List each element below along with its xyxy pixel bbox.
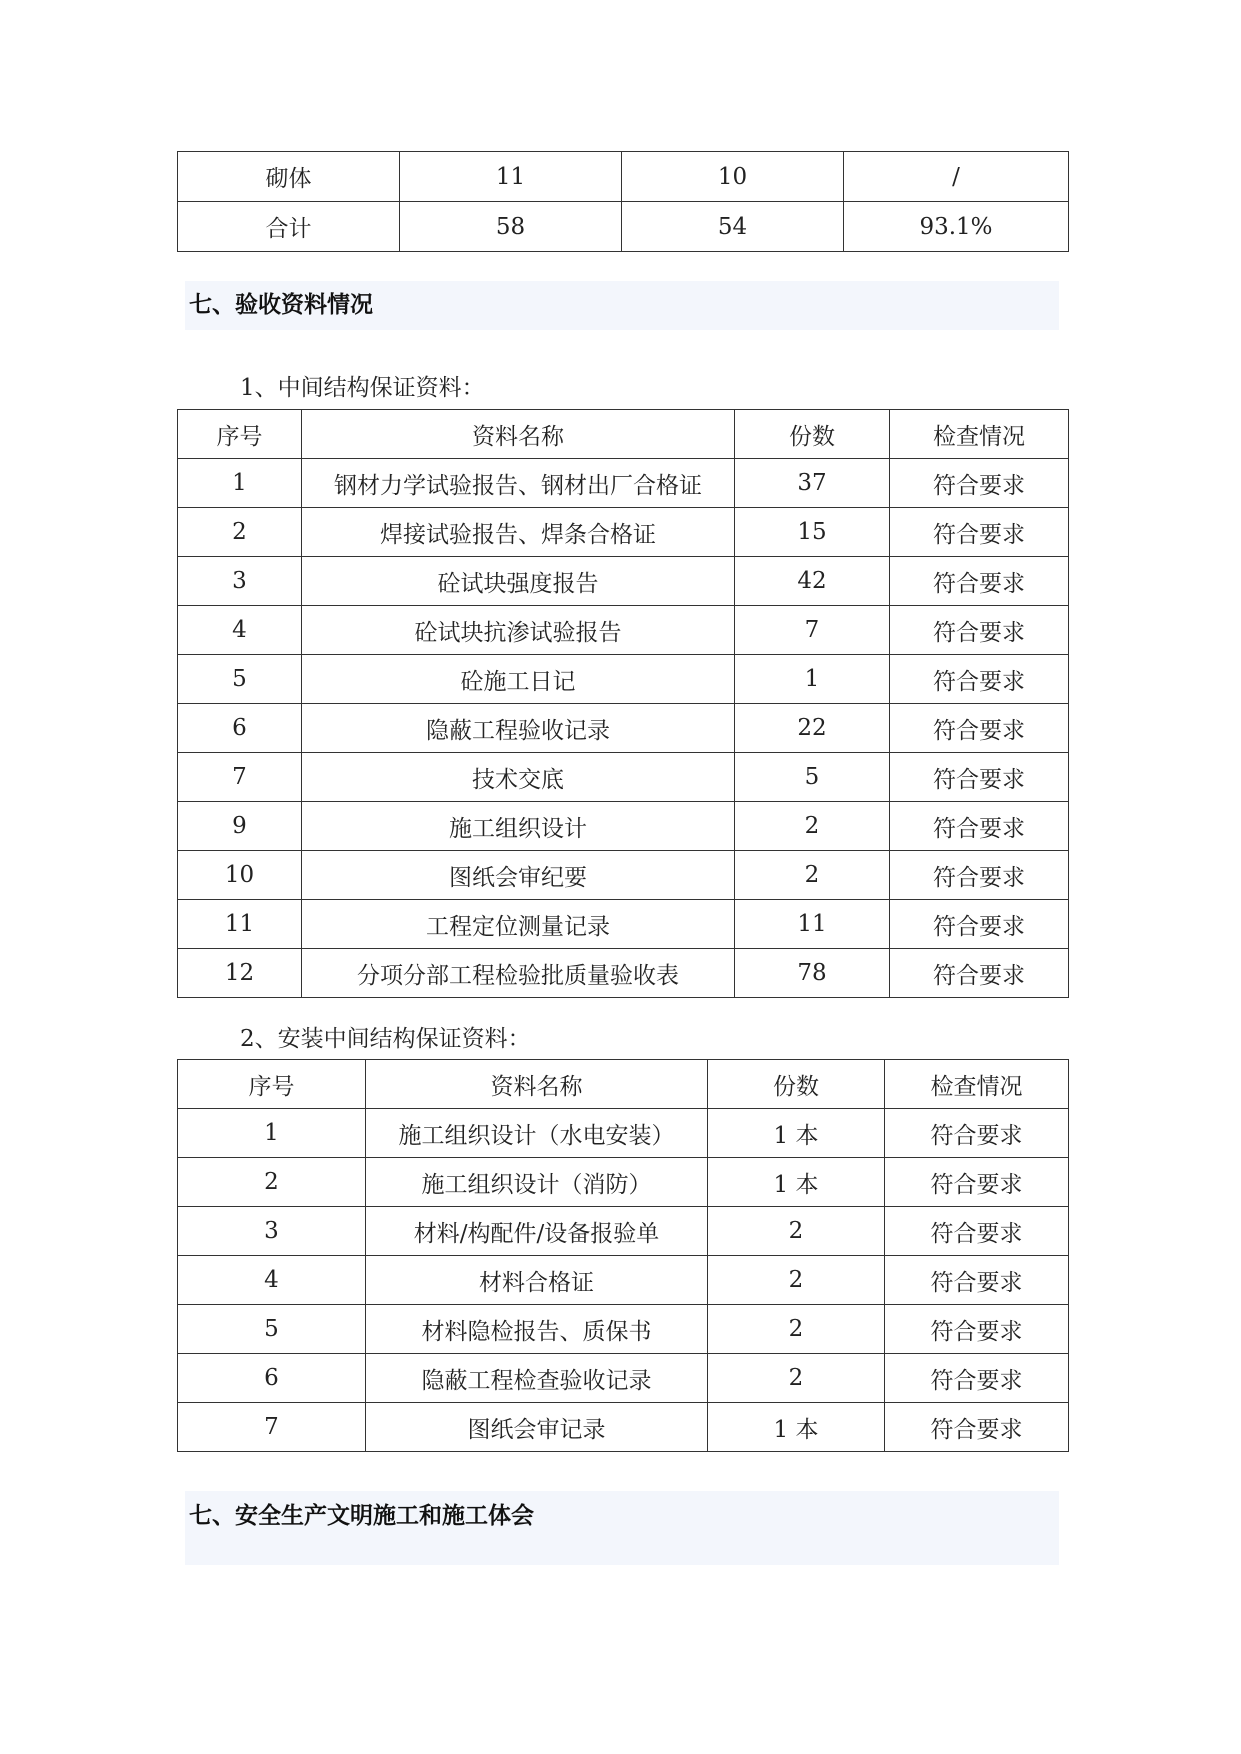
table-cell: 符合要求 [890, 704, 1069, 753]
table-cell: 符合要求 [890, 900, 1069, 949]
table-cell: 材料/构配件/设备报验单 [366, 1207, 708, 1256]
intermediate-structure-table [177, 409, 1069, 998]
table-cell: 2 [708, 1305, 885, 1354]
table-row [178, 1109, 1069, 1158]
table-cell: 符合要求 [885, 1403, 1069, 1452]
section-heading-acceptance-materials: 七、验收资料情况 [185, 281, 1059, 330]
table-row [178, 202, 1069, 252]
table-cell: 2 [708, 1256, 885, 1305]
table-cell: 6 [178, 704, 302, 753]
table-cell: 符合要求 [890, 606, 1069, 655]
table-header-cell: 检查情况 [890, 410, 1069, 459]
table-cell: 2 [735, 851, 890, 900]
table-cell: 钢材力学试验报告、钢材出厂合格证 [302, 459, 735, 508]
table-header-cell: 检查情况 [885, 1060, 1069, 1109]
table-cell: 5 [735, 753, 890, 802]
table-cell: 隐蔽工程检查验收记录 [366, 1354, 708, 1403]
table-header-cell: 资料名称 [302, 410, 735, 459]
table-header-cell: 份数 [708, 1060, 885, 1109]
table-cell: 11 [735, 900, 890, 949]
table-header-row [178, 410, 1069, 459]
table-row [178, 1305, 1069, 1354]
table-row [178, 704, 1069, 753]
table-cell: 符合要求 [890, 949, 1069, 998]
table-row [178, 949, 1069, 998]
table-row [178, 1354, 1069, 1403]
table-row [178, 557, 1069, 606]
table-cell: 54 [622, 202, 844, 252]
table-cell: 12 [178, 949, 302, 998]
table-cell: 7 [178, 1403, 366, 1452]
table-cell: 砌体 [178, 152, 400, 202]
table-cell: 2 [708, 1354, 885, 1403]
table-cell: 材料合格证 [366, 1256, 708, 1305]
table-cell: 7 [735, 606, 890, 655]
table-cell: 砼试块抗渗试验报告 [302, 606, 735, 655]
table-cell: 3 [178, 1207, 366, 1256]
table-cell: 符合要求 [885, 1109, 1069, 1158]
table-cell: 2 [735, 802, 890, 851]
table-cell: 1 [178, 1109, 366, 1158]
table-cell: 图纸会审记录 [366, 1403, 708, 1452]
table-cell: 2 [708, 1207, 885, 1256]
table-cell: 施工组织设计 [302, 802, 735, 851]
table-cell: 分项分部工程检验批质量验收表 [302, 949, 735, 998]
table-row [178, 1403, 1069, 1452]
table-cell: / [844, 152, 1069, 202]
table-cell: 砼施工日记 [302, 655, 735, 704]
table-cell: 11 [178, 900, 302, 949]
installation-structure-table [177, 1059, 1069, 1452]
table-cell: 78 [735, 949, 890, 998]
table-cell: 6 [178, 1354, 366, 1403]
table-row [178, 851, 1069, 900]
table-cell: 工程定位测量记录 [302, 900, 735, 949]
table-cell: 图纸会审纪要 [302, 851, 735, 900]
table-cell: 符合要求 [890, 802, 1069, 851]
table-row [178, 900, 1069, 949]
table-cell: 1 本 [708, 1158, 885, 1207]
table-cell: 5 [178, 655, 302, 704]
table-cell: 隐蔽工程验收记录 [302, 704, 735, 753]
table-row [178, 753, 1069, 802]
table-cell: 3 [178, 557, 302, 606]
table-cell: 符合要求 [890, 753, 1069, 802]
table-cell: 符合要求 [890, 557, 1069, 606]
table-cell: 1 [735, 655, 890, 704]
table-cell: 焊接试验报告、焊条合格证 [302, 508, 735, 557]
table-cell: 1 本 [708, 1403, 885, 1452]
table-row [178, 152, 1069, 202]
table-header-row [178, 1060, 1069, 1109]
table-cell: 符合要求 [885, 1158, 1069, 1207]
table-cell: 符合要求 [885, 1305, 1069, 1354]
table-header-cell: 序号 [178, 410, 302, 459]
subheading-installation-structure: 2、安装中间结构保证资料： [240, 1026, 531, 1052]
table-row [178, 802, 1069, 851]
table-cell: 4 [178, 606, 302, 655]
table-cell: 1 [178, 459, 302, 508]
table-cell: 符合要求 [890, 508, 1069, 557]
table-row [178, 655, 1069, 704]
table-cell: 7 [178, 753, 302, 802]
table-cell: 砼试块强度报告 [302, 557, 735, 606]
table-row [178, 459, 1069, 508]
table-cell: 材料隐检报告、质保书 [366, 1305, 708, 1354]
table-row [178, 508, 1069, 557]
table-cell: 符合要求 [890, 459, 1069, 508]
table-cell: 11 [400, 152, 622, 202]
table-row [178, 1256, 1069, 1305]
table-row [178, 606, 1069, 655]
table-cell: 1 本 [708, 1109, 885, 1158]
table-cell: 58 [400, 202, 622, 252]
table-row [178, 1207, 1069, 1256]
table-cell: 符合要求 [885, 1354, 1069, 1403]
table-cell: 2 [178, 508, 302, 557]
table-cell: 93.1% [844, 202, 1069, 252]
section-heading-safety-production: 七、安全生产文明施工和施工体会 [185, 1491, 1059, 1565]
table-cell: 9 [178, 802, 302, 851]
table-cell: 10 [178, 851, 302, 900]
table-cell: 技术交底 [302, 753, 735, 802]
table-cell: 2 [178, 1158, 366, 1207]
table-cell: 符合要求 [890, 851, 1069, 900]
table-header-cell: 份数 [735, 410, 890, 459]
summary-table [177, 151, 1069, 252]
table-cell: 符合要求 [890, 655, 1069, 704]
table-cell: 4 [178, 1256, 366, 1305]
table-cell: 37 [735, 459, 890, 508]
table-cell: 符合要求 [885, 1256, 1069, 1305]
table-cell: 22 [735, 704, 890, 753]
table-cell: 施工组织设计（水电安装） [366, 1109, 708, 1158]
table-header-cell: 资料名称 [366, 1060, 708, 1109]
table-cell: 符合要求 [885, 1207, 1069, 1256]
table-cell: 15 [735, 508, 890, 557]
table-cell: 42 [735, 557, 890, 606]
table-cell: 10 [622, 152, 844, 202]
table-header-cell: 序号 [178, 1060, 366, 1109]
table-cell: 施工组织设计（消防） [366, 1158, 708, 1207]
table-cell: 合计 [178, 202, 400, 252]
table-cell: 5 [178, 1305, 366, 1354]
subheading-intermediate-structure: 1、中间结构保证资料： [240, 375, 485, 401]
table-row [178, 1158, 1069, 1207]
